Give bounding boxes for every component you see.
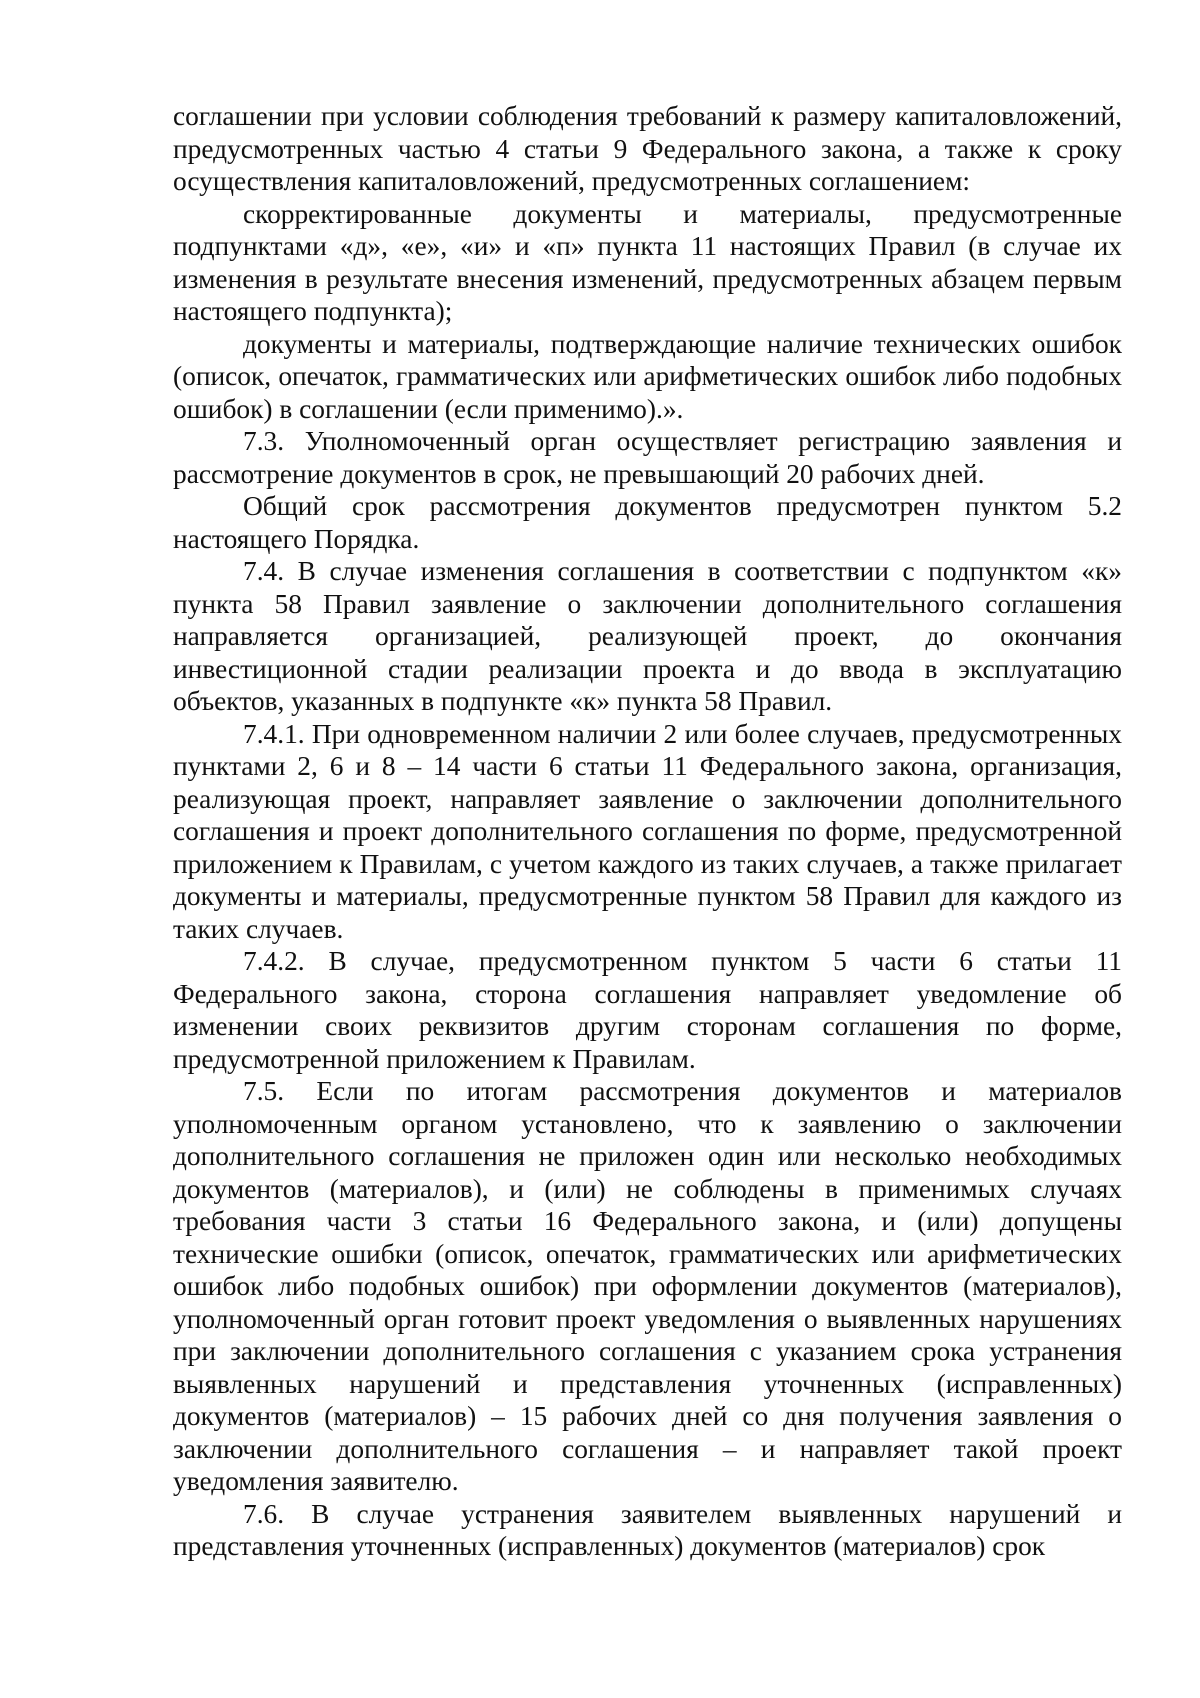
document-page [173,100,1122,1563]
paragraph-general-review-term: Общий срок рассмотрения документов предусмотрен пунктом 5.2 настоящего Порядка. [173,491,1122,554]
paragraph-7-4-2: 7.4.2. В случае, предусмотренном пунктом 5 части 6 статьи 11 Федерального закона, сторона соглашения направляет уведомление об изменении своих реквизитов другим сторонам соглашения по форме, предусмотренной приложением к Правилам. [173,946,1122,1074]
paragraph-7-5: 7.5. Если по итогам рассмотрения документов и материалов уполномоченным органом установлено, что к заявлению о заключении дополнительного соглашения не приложен один или несколько необходимых документов (материалов), и (или) не соблюдены в применимых случаях требования части 3 статьи 16 Федерального закона, и (или) допущены технические ошибки (описок, опечаток, грамматических или арифметических ошибок либо подобных ошибок) при оформлении документов (материалов), уполномоченный орган готовит проект уведомления о выявленных нарушениях при заключении дополнительного соглашения с указанием срока устранения выявленных нарушений и представления уточненных (исправленных) документов (материалов) – 15 рабочих дней со дня получения заявления о заключении дополнительного соглашения – и направляет такой проект уведомления заявителю. [173,1076,1122,1496]
paragraph-7-3: 7.3. Уполномоченный орган осуществляет регистрацию заявления и рассмотрение документов в срок, не превышающий 20 рабочих дней. [173,426,1122,489]
paragraph-7-4-1: 7.4.1. При одновременном наличии 2 или более случаев, предусмотренных пунктами 2, 6 и 8 – 14 части 6 статьи 11 Федерального закона, организация, реализующая проект, направляет заявление о заключении дополнительного соглашения и проект дополнительного соглашения по форме, предусмотренной приложением к Правилам, с учетом каждого из таких случаев, а также прилагает документы и материалы, предусмотренные пунктом 58 Правил для каждого из таких случаев. [173,718,1122,944]
paragraph-7-4: 7.4. В случае изменения соглашения в соответствии с подпунктом «к» пункта 58 Правил заявление о заключении дополнительного соглашения направляется организацией, реализующей проект, до окончания инвестиционной стадии реализации проекта и до ввода в эксплуатацию объектов, указанных в подпункте «к» пункта 58 Правил. [173,556,1122,716]
paragraph-technical-errors-documents: документы и материалы, подтверждающие наличие технических ошибок (описок, опечаток, грамматических или арифметических ошибок либо подобных ошибок) в соглашении (если применимо).». [173,328,1122,424]
paragraph-continuation-7-2: соглашении при условии соблюдения требований к размеру капиталовложений, предусмотренных частью 4 статьи 9 Федерального закона, а также к сроку осуществления капиталовложений, предусмотренных соглашением: [173,101,1122,196]
paragraph-corrected-documents: скорректированные документы и материалы, предусмотренные подпунктами «д», «е», «и» и «п» пункта 11 настоящих Правил (в случае их изменения в результате внесения изменений, предусмотренных абзацем первым настоящего подпункта); [173,198,1122,326]
paragraph-7-6: 7.6. В случае устранения заявителем выявленных нарушений и представления уточненных (исправленных) документов (материалов) срок [173,1498,1122,1561]
